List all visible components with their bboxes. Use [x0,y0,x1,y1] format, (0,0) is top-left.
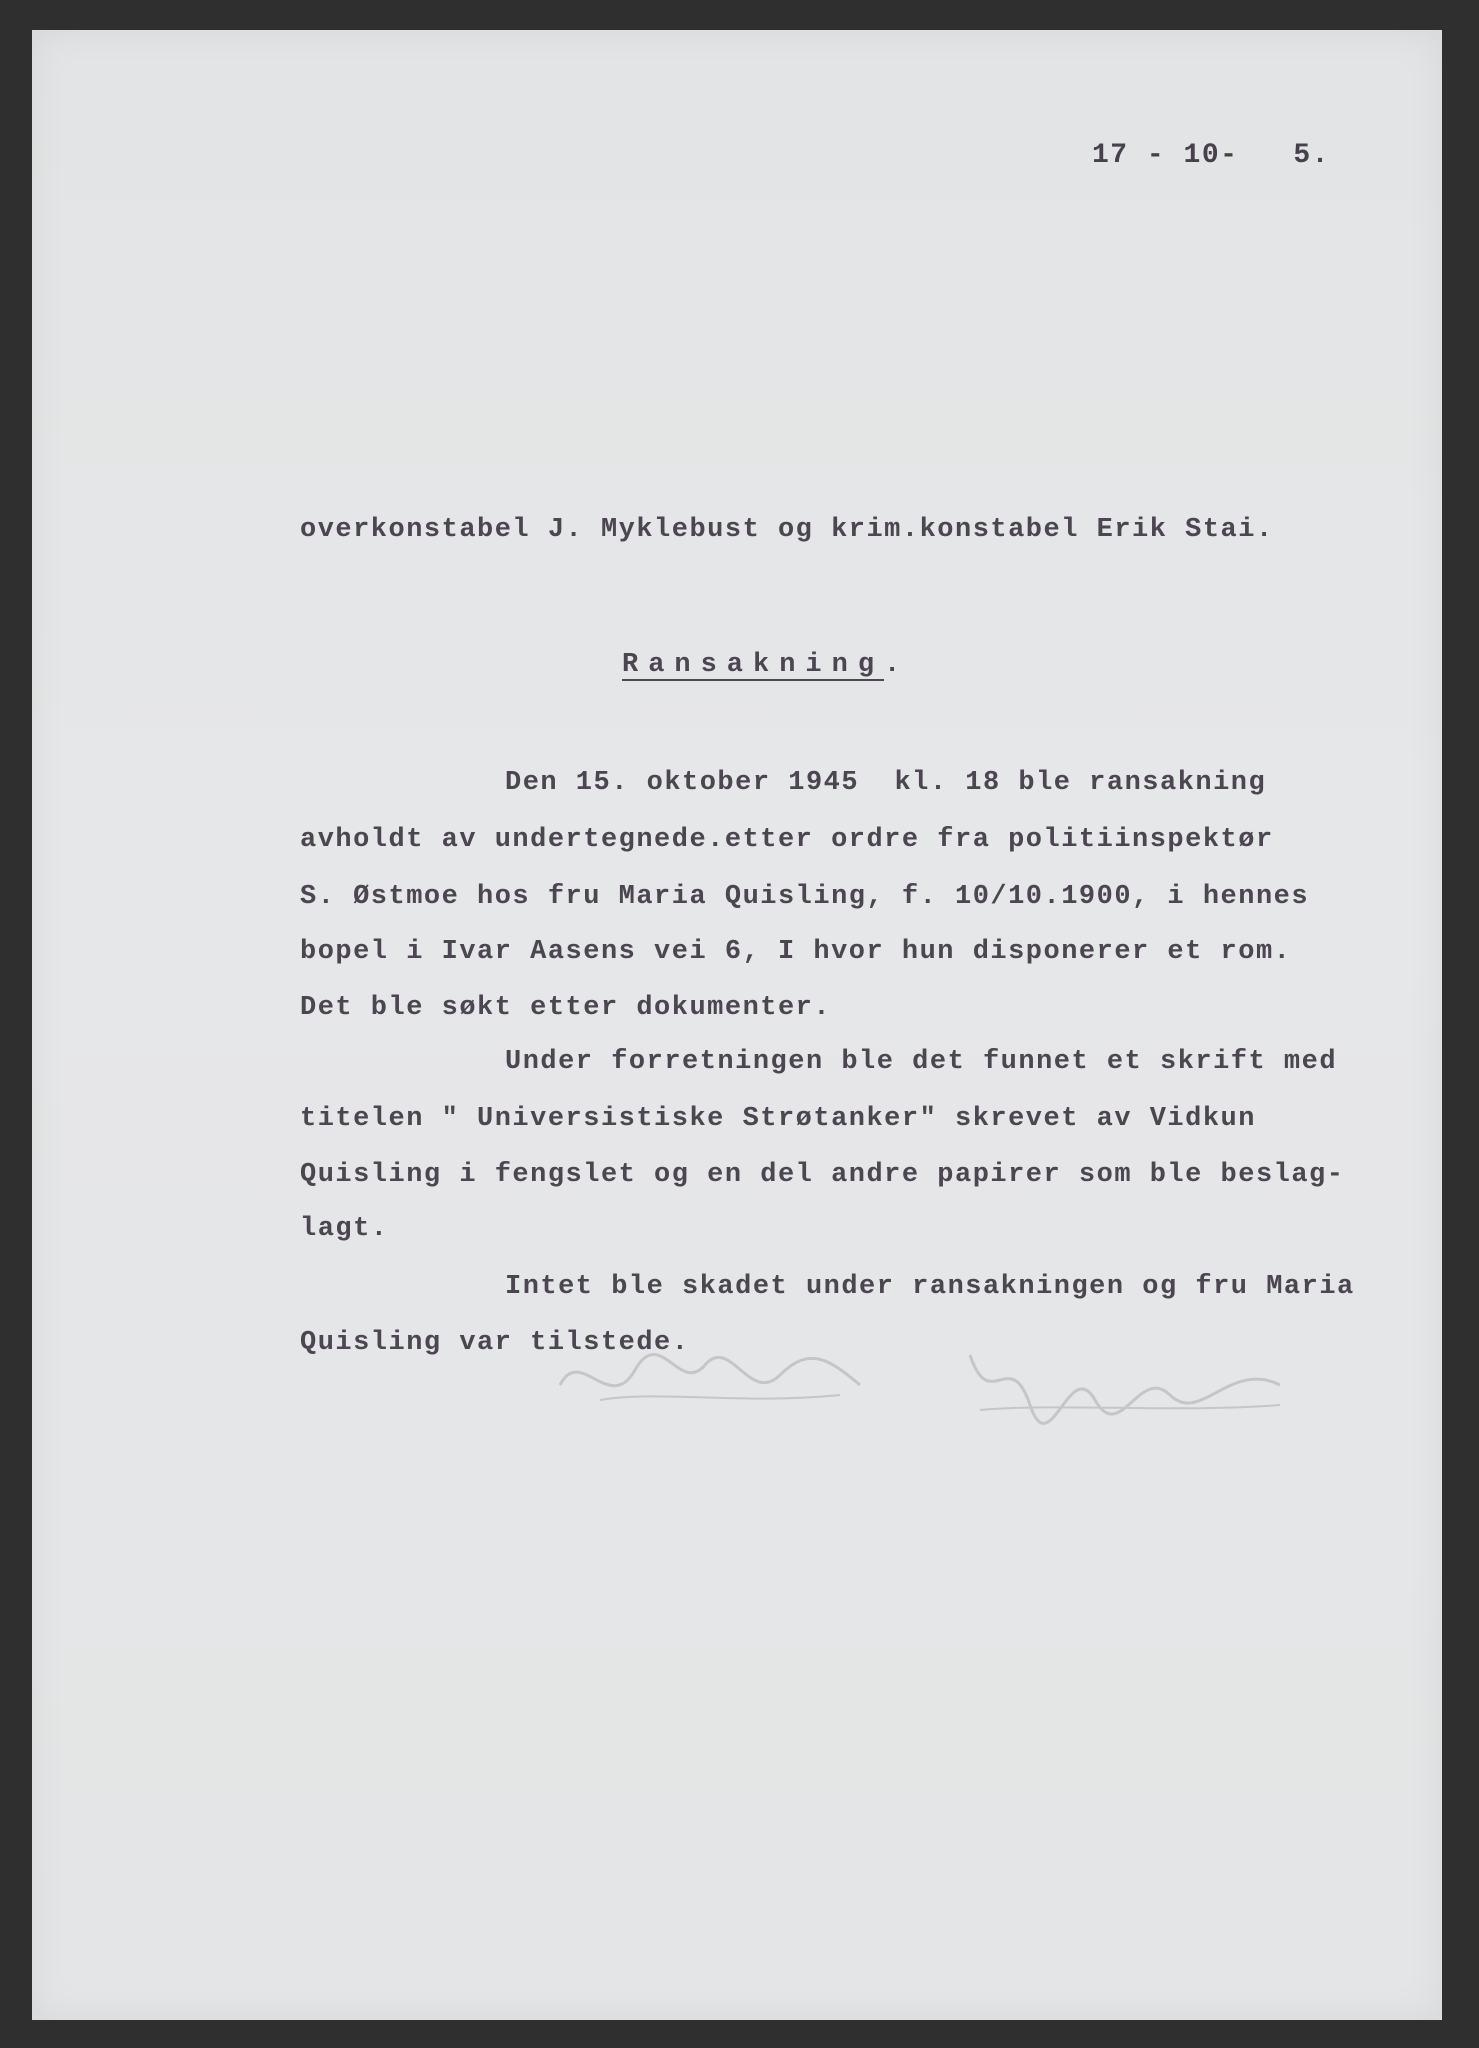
paragraph-1-line-4: bopel i Ivar Aasens vei 6, I hvor hun disponerer et rom. [300,937,1292,967]
paragraph-3-line-1: Intet ble skadet under ransakningen og fru Maria [505,1272,1355,1302]
faint-signatures [540,1325,1300,1435]
paragraph-2-line-4: lagt. [300,1214,389,1244]
paragraph-1-line-2: avholdt av undertegnede.etter ordre fra politiinspektør [300,825,1274,855]
heading-trail: . [884,650,911,680]
officers-line: overkonstabel J. Myklebust og krim.konstabel Erik Stai. [300,515,1274,545]
document-heading [622,650,910,680]
paragraph-2-line-2: titelen " Universistiske Strøtanker" skrevet av Vidkun [300,1104,1256,1134]
paragraph-2-line-3: Quisling i fengslet og en del andre papirer som ble beslag- [300,1160,1345,1190]
paragraph-3-line-2: Quisling var tilstede. [300,1328,690,1358]
heading-title: Ransakning [622,650,885,680]
paragraph-2-line-1: Under forretningen ble det funnet et skrift med [505,1047,1338,1077]
paragraph-1-line-5: Det ble søkt etter dokumenter. [300,993,832,1023]
document-page [32,30,1442,2020]
paragraph-1-line-3: S. Østmoe hos fru Maria Quisling, f. 10/10.1900, i hennes [300,882,1310,912]
page-number: 17 - 10- 5. [1092,140,1330,171]
paragraph-1-line-1: Den 15. oktober 1945 kl. 18 ble ransakning [505,768,1267,798]
